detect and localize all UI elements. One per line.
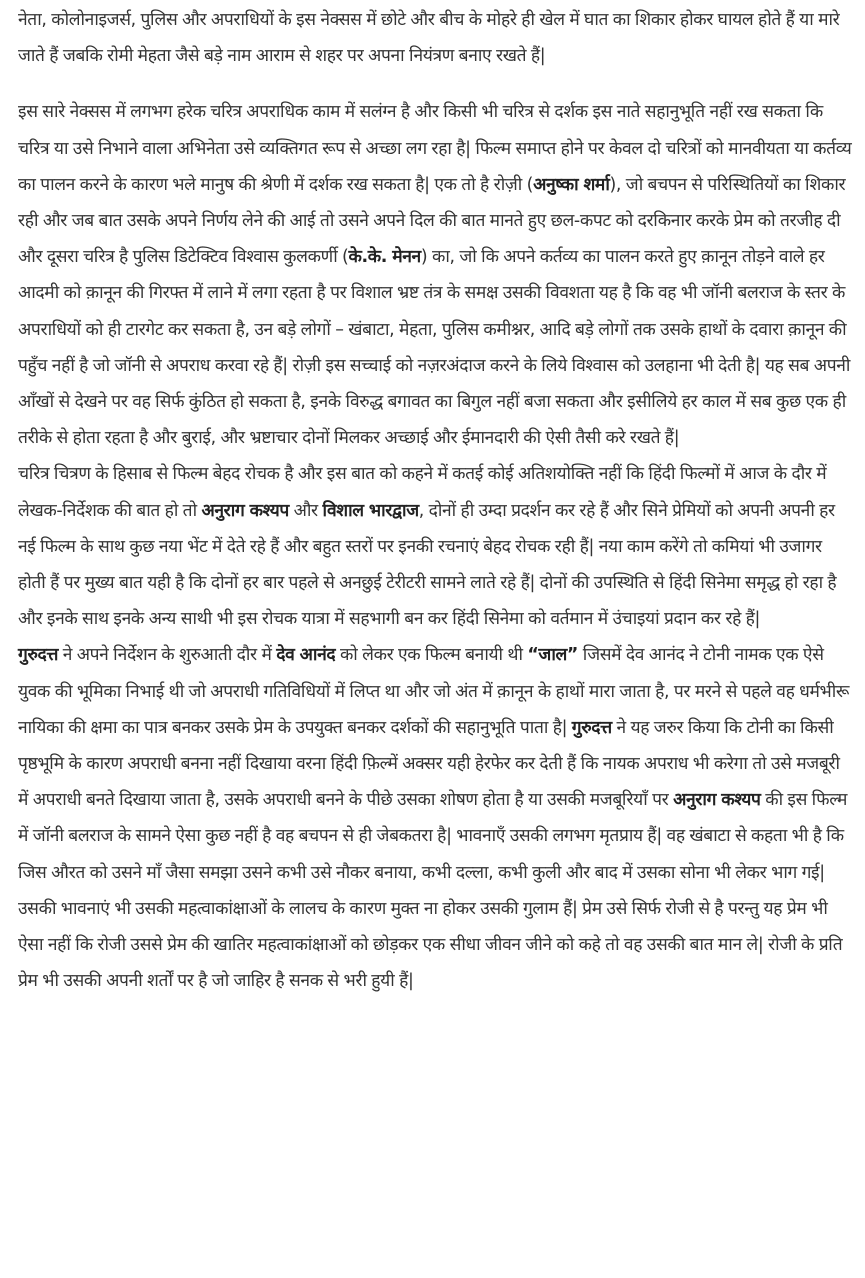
film-title-jaal: “जाल” (527, 645, 579, 666)
paragraph-text: को लेकर एक फिल्म बनायी थी (335, 645, 528, 666)
paragraph-text: , दोनों ही उम्दा प्रदर्शन कर रहे हैं और सिने प्रेमियों को अपनी अपनी हर नई फिल्म के साथ कुछ नया भेंट में देते रहे हैं और बहुत स्तरों पर इनकी रचनाएं बेहद रोचक रही हैं| नया काम करेंगे तो कमियां भी उजागर होती हैं पर मुख्य बात यही है कि दोनों हर बार पहले से अनछुई टेरीटरी सामने लाते रहे हैं| दोनों की उपस्थिति से हिंदी सिनेमा समृद्ध हो रहा है और इनके साथ इनके अन्य साथी भी इस रोचक यात्रा में सहभागी बन कर हिंदी सिनेमा को वर्तमान में उंचाइयां प्रदान कर रहे हैं| (18, 500, 837, 630)
director-name-anurag-kashyap: अनुराग कश्यप (201, 500, 289, 521)
paragraph-text: इस सारे नेक्सस में लगभग हरेक चरित्र अपराधिक काम में सलंग्न है और किसी भी चरित्र से दर्शक इस नाते सहानुभूति नहीं रख सकता कि चरित्र या उसे निभाने वाला अभिनेता उसे व्यक्तिगत रूप से अच्छा लग रहा है| फिल्म समाप्त होने पर केवल दो चरित्रों को मानवीयता या कर्तव्य का पालन करने के कारण भले मानुष की श्रेणी में दर्शक रख सकता है| एक तो है रोज़ी ( (18, 102, 852, 195)
paragraph-text: और (288, 500, 323, 521)
actor-name-dev-anand: देव आनंद (276, 645, 336, 666)
paragraph-text: की इस फिल्म में जॉनी बलराज के सामने ऐसा कुछ नहीं है वह बचपन से ही जेबकतरा है| भावनाएँ उसकी लगभग मृतप्राय हैं| वह खंबाटा से कहता भी है कि जिस औरत को उसने माँ जैसा समझा उसने कभी उसे नौकर बनाया, कभी दल्ला, कभी कुली और बाद में उसका सोना भी लेकर भाग गई| उसकी भावनाएं भी उसकी महत्वाकांक्षाओं के लालच के कारण मुक्त ना होकर उसकी गुलाम हैं| प्रेम उसे सिर्फ रोजी से है परन्तु यह प्रेम भी ऐसा नहीं कि रोजी उससे प्रेम की खातिर महत्वाकांक्षाओं को छोड़कर एक सीधा जीवन जीने को कहे तो वह उसकी बात मान ले| रोजी के प्रति प्रेम भी उसकी अपनी शर्तों पर है जो जाहिर है सनक से भरी हुयी हैं| (18, 790, 848, 992)
director-name-guru-dutt: गुरुदत्त (18, 645, 59, 666)
director-name-anurag-kashyap: अनुराग कश्यप (673, 790, 761, 811)
paragraph-text: चरित्र चित्रण के हिसाब से फिल्म बेहद रोचक है और इस बात को कहने में कतई कोई अतिशयोक्ति नहीं कि हिंदी फिल्मों में आज के दौर में लेखक-निर्देशक की बात हो तो (18, 464, 827, 521)
paragraph-text: ने यह जरुर किया कि टोनी का किसी पृष्ठभूमि के कारण अपराधी बनना नहीं दिखाया वरना हिंदी फ़िल्में अक्सर यही हेरफेर कर देती हैं कि नायक अपराध भी करेगा तो उसे मजबूरी में अपराधी बनते दिखाया जाता है, उसके अपराधी बनने के पीछे उसका शोषण होता है या उसकी मजबूरियाँ पर (18, 717, 840, 811)
paragraph-text: ने अपने निर्देशन के शुरुआती दौर में (58, 645, 277, 666)
paragraph-4 (18, 637, 853, 999)
actor-name-kk-menon: के.के. मेनन (348, 247, 421, 268)
paragraph-text: ), जो बचपन से परिस्थितियों का शिकार रही और जब बात उसके अपने निर्णय लेने की आई तो उसने अपने दिल की बात मानते हुए छल-कपट को दरकिनार करके प्रेम को तरजीह दी और दूसरा चरित्र है पुलिस डिटेक्टिव विश्वास कुलकर्णी ( (18, 174, 846, 268)
paragraph-text: नेता, कोलोनाइजर्स, पुलिस और अपराधियों के इस नेक्सस में छोटे और बीच के मोहरे ही खेल में घात का शिकार होकर घायल होते हैं या मारे जाते हैं जबकि रोमी मेहता जैसे बड़े नाम आराम से शहर पर अपना नियंत्रण बनाए रखते हैं| (18, 10, 840, 67)
paragraph-text: ) का, जो कि अपने कर्तव्य का पालन करते हुए क़ानून तोड़ने वाले हर आदमी को क़ानून की गिरफ्त में लाने में लगा रहता है पर विशाल भ्रष्ट तंत्र के समक्ष उसकी विवशता यह है कि वह भी जॉनी बलराज के स्तर के अपराधियों को ही टारगेट कर सकता है, उन बड़े लोगों – खंबाटा, मेहता, पुलिस कमीश्नर, आदि बड़े लोगों तक उसके हाथों के दवारा क़ानून की पहुँच नहीं है जो जॉनी से अपराध करवा रहे हैं| रोज़ी इस सच्चाई को नज़रअंदाज करने के लिये विश्वास को उलहाना भी देती है| यह सब अपनी आँखों से देखने पर वह सिर्फ कुंठित हो सकता है, इनके विरुद्ध बगावत का बिगुल नहीं बजा सकता और इसीलिये हर काल में सब कुछ एक ही तरीके से होता रहता है और बुराई, और भ्रष्टाचार दोनों मिलकर अच्छाई और ईमानदारी की ऐसी तैसी करे रखते हैं| (18, 247, 851, 449)
paragraph-3 (18, 456, 853, 637)
paragraph-text: जिसमें देव आनंद ने टोनी नामक एक ऐसे युवक की भूमिका निभाई थी जो अपराधी गतिविधियों में लिप्त था और जो अंत में क़ानून के हाथों मारा जाता है, पर मरने से पहले वह धर्मभीरू नायिका की क्षमा का पात्र बनकर उसके प्रेम के उपयुक्त बनकर दर्शकों की सहानुभूति पाता है| (18, 645, 850, 738)
paragraph-2 (18, 94, 853, 456)
director-name-guru-dutt: गुरुदत्त (571, 717, 612, 738)
director-name-vishal-bhardwaj: विशाल भारद्वाज (322, 500, 419, 521)
actor-name-anushka-sharma: अनुष्का शर्मा (533, 174, 610, 195)
paragraph-1 (18, 2, 853, 74)
article-body (18, 2, 853, 999)
